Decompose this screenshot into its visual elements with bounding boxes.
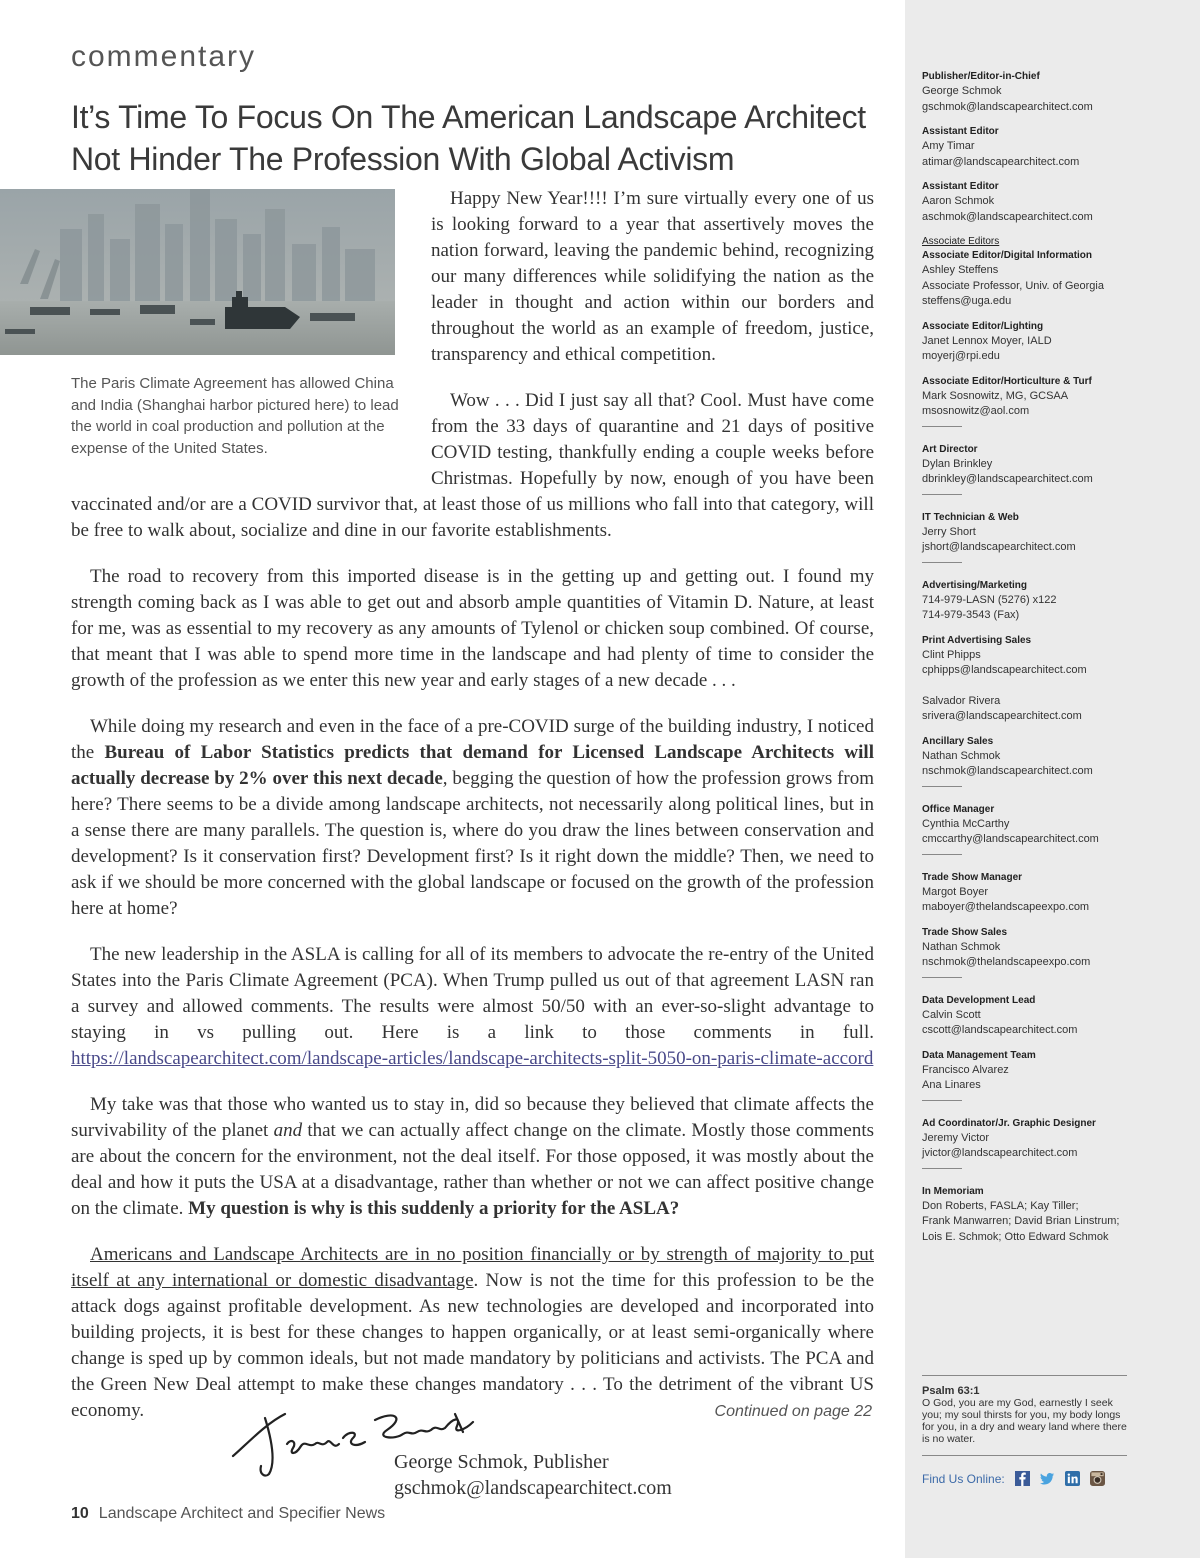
masthead-entry [922, 871, 1137, 916]
paragraph-4 [71, 714, 874, 922]
masthead-line: George Schmok [922, 85, 1002, 97]
masthead-line: Janet Lennox Moyer, IALD [922, 334, 1052, 347]
masthead-role: Ad Coordinator/Jr. Graphic Designer [922, 1117, 1096, 1129]
masthead-role: Associate Editor/Horticulture & Turf [922, 375, 1092, 387]
masthead-line: Ashley Steffens [922, 264, 999, 276]
paragraph-6 [71, 1092, 874, 1222]
paragraph-7-text: . Now is not the time for this profession to be the attack dogs against profitable development. As new technologies are developed and incorporated into building projects, it is best for these changes to happen organically, or at least semi-organically where change is sped up by common ideals, but not made mandatory by politicians and activists. The PCA and the Green New Deal attempt to make these changes mandatory . . . To the detriment of the vibrant US economy. [71, 1270, 875, 1421]
masthead-entry [922, 1185, 1137, 1246]
psalm-text: O God, you are my God, earnestly I seek you; my soul thirsts for you, my body longs for you, in a dry and weary land where there is no water. [922, 1397, 1127, 1445]
find-us-online [922, 1471, 1105, 1486]
paragraph-5-text: The new leadership in the ASLA is calling for all of its members to advocate the re-entry of the United States into the Paris Climate Agreement (PCA). When Trump pulled us out of that agreement LASN ran a survey and allowed comments. The results were almost 50/50 with an ever-so-slight advantage to staying in vs pulling out. Here is a link to those comments in full. [71, 944, 874, 1043]
masthead-email[interactable]: atimar@landscapearchitect.com [922, 155, 1080, 168]
masthead-email[interactable]: nschmok@landscapearchitect.com [922, 765, 1093, 777]
masthead-line: Don Roberts, FASLA; Kay Tiller; [922, 1199, 1079, 1212]
masthead-line: Amy Timar [922, 140, 975, 152]
masthead-line [922, 679, 1137, 694]
masthead-email[interactable]: cscott@landscapearchitect.com [922, 1024, 1078, 1036]
masthead-role: Advertising/Marketing [922, 579, 1028, 591]
paragraph-3: The road to recovery from this imported disease is in the getting up and getting out. I found my strength coming back as I was able to get out and absorb ample quantities of Vitamin D. Nature, at least for me, was as essential to my recovery as any amounts of Tylenol or chicken soup combined. Of course, that meant that I was able to spend more time in the landscape and had plenty of time to consider the growth of the profession as we enter this new year and early stages of a new decade . . . [71, 566, 874, 691]
divider [922, 854, 962, 855]
headline-line-1: It’s Time To Focus On The American Landscape Architect [71, 99, 866, 135]
masthead-entry [922, 1117, 1137, 1169]
paragraph-4-text-end: , begging the question of how the profession grows from here? There seems to be a divide among landscape architects, not necessarily along political lines, but in a sense there are many parallels. The question is, where do you draw the lines between conservation and development? Is it conservation first? Development first? Is it right down the middle? Then, we need to ask if we should be more concerned with the global landscape or focused on the growth of the profession here at home? [71, 768, 874, 919]
masthead-role: Associate Editor/Lighting [922, 320, 1044, 332]
masthead-entry [922, 735, 1137, 787]
masthead-line: Aaron Schmok [922, 195, 995, 207]
masthead-email[interactable]: cphipps@landscapearchitect.com [922, 664, 1087, 676]
masthead-line: Ana Linares [922, 1079, 981, 1091]
masthead-entry [922, 634, 1137, 725]
page-footer [71, 1505, 385, 1523]
masthead-entry [922, 125, 1137, 170]
paragraph-1: Happy New Year!!!! I’m sure virtually every one of us is looking forward to a year that assertively moves the nation forward, leaving the pandemic behind, recognizing our many differences while solidifying the nation as the leader in thought and action within our borders and throughout the world as an example of freedom, justice, transparency and ethical competition. [431, 188, 874, 365]
masthead-line: Lois E. Schmok; Otto Edward Schmok [922, 1230, 1109, 1243]
bls-statement: Bureau of Labor Statistics predicts that demand for Licensed Landscape Architects will actually decrease by 2% over this next decade [71, 742, 874, 789]
paragraph-5 [71, 942, 874, 1072]
masthead-email[interactable]: aschmok@landscapearchitect.com [922, 210, 1093, 223]
masthead-entry [922, 1049, 1137, 1101]
masthead-line: 714-979-LASN (5276) x122 [922, 593, 1057, 606]
masthead-role: Associate Editors [922, 236, 1000, 247]
masthead-line: Associate Professor, Univ. of Georgia [922, 279, 1104, 292]
masthead-line: Dylan Brinkley [922, 457, 993, 470]
underlined-statement: Americans and Landscape Architects are in no position financially or by strength of majority to put itself at any international or domestic disadvantage [71, 1244, 874, 1291]
masthead-role: Data Development Lead [922, 994, 1036, 1006]
masthead-entry [922, 579, 1137, 624]
masthead-entry [922, 443, 1137, 495]
paragraph-2: Wow . . . Did I just say all that? Cool. Must have come from the 33 days of quarantine and 21 days of positive COVID testing, thankfully ending a couple weeks before Christmas. Hopefully by now, enough of you have been vaccinated and/or are a COVID survivor that, at least those of us millions who fall into that category, will be free to walk about, socialize and dine in our favorite establishments. [71, 390, 874, 541]
emphasis-and: and [273, 1120, 303, 1141]
masthead-email[interactable]: cmccarthy@landscapearchitect.com [922, 833, 1099, 845]
masthead-line: Salvador Rivera [922, 694, 1001, 707]
continued-note[interactable]: Continued on page 22 [714, 1403, 872, 1420]
publisher-name: George Schmok, Publisher [394, 1451, 609, 1473]
masthead-line: 714-979-3543 (Fax) [922, 609, 1020, 621]
publication-name: Landscape Architect and Specifier News [98, 1505, 386, 1522]
masthead-line: Nathan Schmok [922, 940, 1001, 953]
masthead-line: Frank Manwarren; David Brian Linstrum; [922, 1215, 1120, 1227]
twitter-icon[interactable] [1040, 1471, 1055, 1486]
page-number: 10 [71, 1505, 89, 1522]
masthead-line: Margot Boyer [922, 885, 989, 898]
masthead-entry [922, 249, 1137, 310]
masthead-email[interactable]: jshort@landscapearchitect.com [922, 541, 1076, 553]
masthead-email[interactable]: gschmok@landscapearchitect.com [922, 100, 1093, 113]
masthead-entry [922, 926, 1137, 978]
masthead-role: Associate Editor/Digital Information [922, 250, 1093, 261]
divider [922, 562, 962, 563]
masthead-entry [922, 511, 1137, 563]
linkedin-icon[interactable] [1065, 1471, 1080, 1486]
masthead-email[interactable]: msosnowitz@aol.com [922, 405, 1030, 417]
masthead-entry [922, 320, 1137, 365]
masthead-role: Publisher/Editor-in-Chief [922, 71, 1040, 82]
masthead-email[interactable]: maboyer@thelandscapeexpo.com [922, 901, 1090, 913]
masthead-line: Jerry Short [922, 525, 976, 538]
masthead-email[interactable]: dbrinkley@landscapearchitect.com [922, 473, 1093, 485]
masthead-role: Trade Show Sales [922, 926, 1008, 938]
publisher-email[interactable]: gschmok@landscapearchitect.com [394, 1477, 672, 1499]
divider [922, 1100, 962, 1101]
masthead-role: Assistant Editor [922, 126, 999, 137]
divider [922, 426, 962, 427]
masthead-role: Ancillary Sales [922, 735, 994, 747]
facebook-icon[interactable] [1015, 1471, 1030, 1486]
masthead-role: In Memoriam [922, 1185, 984, 1197]
masthead-entry [922, 70, 1137, 115]
masthead-line: Cynthia McCarthy [922, 817, 1010, 830]
divider [922, 1168, 962, 1169]
masthead-entry [922, 375, 1137, 427]
masthead-entry [922, 803, 1137, 855]
masthead-email[interactable]: moyerj@rpi.edu [922, 350, 1000, 362]
paragraph-6-text-mid: that we can actually affect change on the climate. Mostly those comments are about the concern for the environment, not the deal itself. For those opposed, it was mostly about the deal and how it puts the USA at a disadvantage, rather than whether or not we can affect positive change on the climate. [71, 1120, 875, 1219]
masthead [922, 70, 1137, 1255]
masthead-role: Data Management Team [922, 1049, 1036, 1061]
find-us-label: Find Us Online: [922, 1471, 1005, 1486]
divider [922, 786, 962, 787]
masthead-line: Mark Sosnowitz, MG, GCSAA [922, 389, 1069, 402]
masthead-entry [922, 994, 1137, 1039]
instagram-icon[interactable] [1090, 1471, 1105, 1486]
paragraph-7 [71, 1242, 874, 1424]
masthead-email[interactable]: jvictor@landscapearchitect.com [922, 1147, 1078, 1159]
headline [71, 96, 891, 180]
psalm-box [922, 1375, 1127, 1456]
masthead-line: Clint Phipps [922, 648, 981, 661]
masthead-role: Trade Show Manager [922, 871, 1023, 883]
masthead-line: Francisco Alvarez [922, 1063, 1009, 1076]
masthead-line: Calvin Scott [922, 1008, 981, 1021]
masthead-entry [922, 235, 1137, 249]
comments-link[interactable]: https://landscapearchitect.com/landscape-articles/landscape-architects-split-5050-on-paris-climate-accord [71, 1048, 874, 1069]
paragraph-4-text: While doing my research and even in the face of a pre-COVID surge of the building industry, I noticed the [71, 716, 874, 763]
masthead-role: IT Technician & Web [922, 511, 1019, 523]
masthead-role: Art Director [922, 443, 978, 455]
section-label: commentary [71, 40, 257, 73]
article-body [71, 186, 874, 1444]
publisher-signoff [394, 1449, 672, 1501]
masthead-email[interactable]: srivera@landscapearchitect.com [922, 710, 1082, 722]
photo-caption: The Paris Climate Agreement has allowed China and India (Shanghai harbor pictured here) to lead the world in coal production and pollution at the expense of the United States. [71, 375, 399, 457]
masthead-role: Assistant Editor [922, 181, 999, 192]
masthead-line: Nathan Schmok [922, 749, 1001, 762]
masthead-role: Office Manager [922, 803, 995, 815]
headline-line-2: Not Hinder The Profession With Global Activism [71, 141, 735, 177]
masthead-entry [922, 180, 1137, 225]
masthead-line: Jeremy Victor [922, 1131, 990, 1144]
paragraph-6-text: My take was that those who wanted us to stay in, did so because they believed that climate affects the survivability of the planet [71, 1094, 874, 1141]
masthead-role: Print Advertising Sales [922, 634, 1032, 646]
masthead-email[interactable]: nschmok@thelandscapeexpo.com [922, 956, 1091, 968]
divider [922, 494, 962, 495]
masthead-email[interactable]: steffens@uga.edu [922, 295, 1012, 307]
asla-question: My question is why is this suddenly a priority for the ASLA? [188, 1198, 680, 1219]
psalm-title: Psalm 63:1 [922, 1385, 980, 1397]
divider [922, 977, 962, 978]
